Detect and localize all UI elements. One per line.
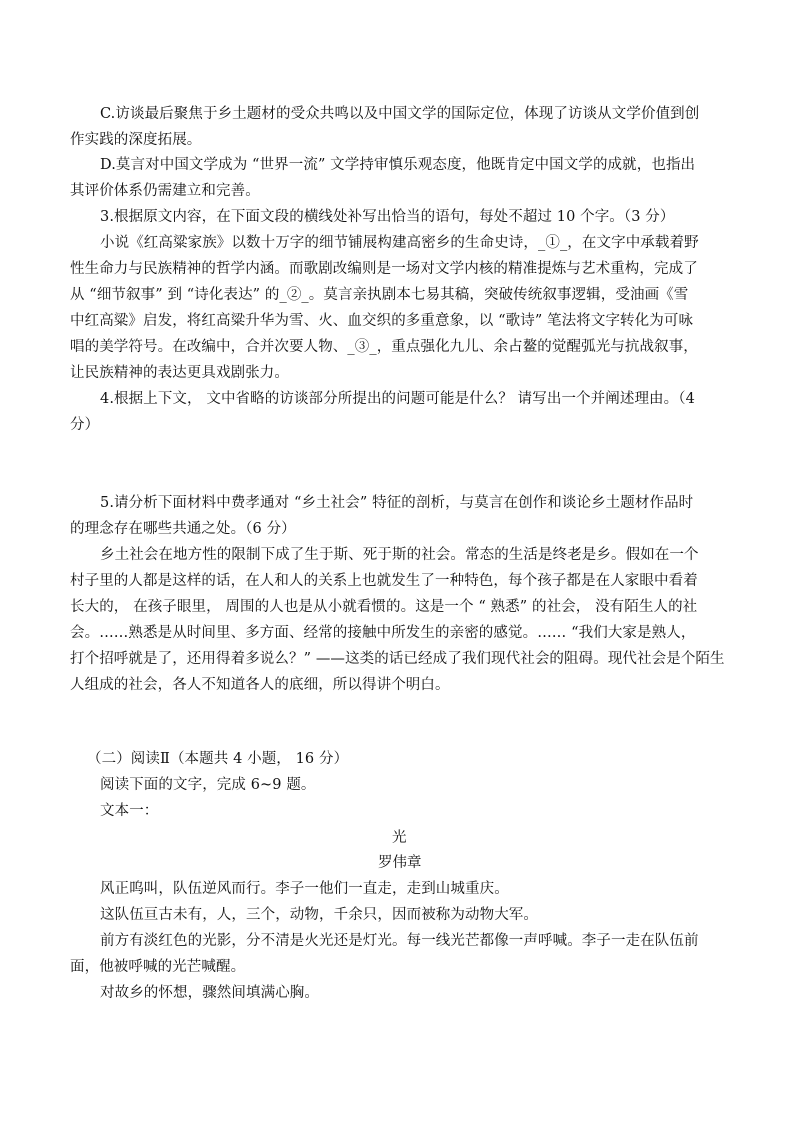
question-4-line-1: 4.根据上下文， 文中省略的访谈部分所提出的问题可能是什么？ 请写出一个并阐述理由。（4: [100, 391, 695, 407]
story-line-4: 面，他被呼喊的光芒喊醒。: [70, 959, 246, 975]
passage-line-1: 小说《红高粱家族》以数十万字的细节铺展构建高密乡的生命史诗，_①_，在文字中承载着野: [100, 235, 699, 251]
story-title: 光: [392, 830, 407, 846]
option-d-line-2: 其评价体系仍需建立和完善。: [70, 183, 260, 199]
material-line-5: 打个招呼就是了，还用得着多说么？” ——这类的话已经成了我们现代社会的阻碍。现代社会是个陌生: [70, 651, 725, 667]
material-line-4: 会。……熟悉是从时间里、多方面、经常的接触中所发生的亲密的感觉。…… “我们大家是熟人，: [70, 625, 696, 641]
story-line-5: 对故乡的怀想，骤然间填满心胸。: [100, 985, 319, 1001]
question-4-line-2: 分）: [70, 417, 100, 433]
story-line-3: 前方有淡红色的光影，分不清是火光还是灯光。每一线光芒都像一声呼喊。李子一走在队伍前: [100, 933, 699, 949]
option-c-line-1: C.访谈最后聚焦于乡土题材的受众共鸣以及中国文学的国际定位，体现了访谈从文学价值到创: [100, 106, 700, 122]
section-2-instruction: 阅读下面的文字，完成 6~9 题。: [100, 777, 316, 793]
passage-line-4: 中红高粱》启发，将红高粱升华为雪、火、血交织的多重意象，以 “歌诗” 笔法将文字转化为可咏: [70, 313, 694, 329]
material-line-2: 村子里的人都是这样的话，在人和人的关系上也就发生了一种特色，每个孩子都是在人家眼中看着: [70, 573, 698, 589]
passage-line-5: 唱的美学符号。在改编中，合并次要人物、_③_，重点强化九儿、余占鳌的觉醒弧光与抗战叙事，: [70, 339, 698, 355]
option-c-line-2: 作实践的深度拓展。: [70, 132, 202, 148]
story-author: 罗伟章: [378, 855, 422, 871]
passage-line-2: 性生命力与民族精神的哲学内涵。而歌剧改编则是一场对文学内核的精准提炼与艺术重构，完成了: [70, 261, 698, 277]
question-5-line-2: 的理念存在哪些共通之处。（6 分）: [70, 521, 296, 537]
story-line-2: 这队伍亘古未有，人，三个，动物，千余只，因而被称为动物大军。: [100, 907, 538, 923]
material-line-3: 长大的， 在孩子眼里， 周围的人也是从小就看惯的。这是一个 “ 熟悉” 的社会， 没有陌生人的社: [70, 599, 698, 615]
material-line-6: 人组成的社会，各人不知道各人的底细，所以得讲个明白。: [70, 677, 450, 693]
material-line-1: 乡土社会在地方性的限制下成了生于斯、死于斯的社会。常态的生活是终老是乡。假如在一个: [100, 547, 699, 563]
story-line-1: 风正呜叫，队伍逆风而行。李子一他们一直走，走到山城重庆。: [100, 881, 509, 897]
passage-line-6: 让民族精神的表达更具戏剧张力。: [70, 365, 289, 381]
text-one-label: 文本一：: [100, 803, 159, 819]
option-d-line-1: D.莫言对中国文学成为 “世界一流” 文学持审慎乐观态度，他既肯定中国文学的成就，也指出: [100, 157, 696, 173]
question-3: 3.根据原文内容，在下面文段的横线处补写出恰当的语句，每处不超过 10 个字。（3 分）: [100, 209, 675, 225]
section-2-heading: （二）阅读Ⅱ（本题共 4 小题， 16 分）: [87, 751, 349, 767]
question-5-line-1: 5.请分析下面材料中费孝通对 “乡土社会” 特征的剖析，与莫言在创作和谈论乡土题材作品时: [100, 495, 694, 511]
passage-line-3: 从 “细节叙事” 到 “诗化表达” 的_②_。莫言亲执剧本七易其稿，突破传统叙事逻辑，受油画《雪: [70, 287, 689, 303]
